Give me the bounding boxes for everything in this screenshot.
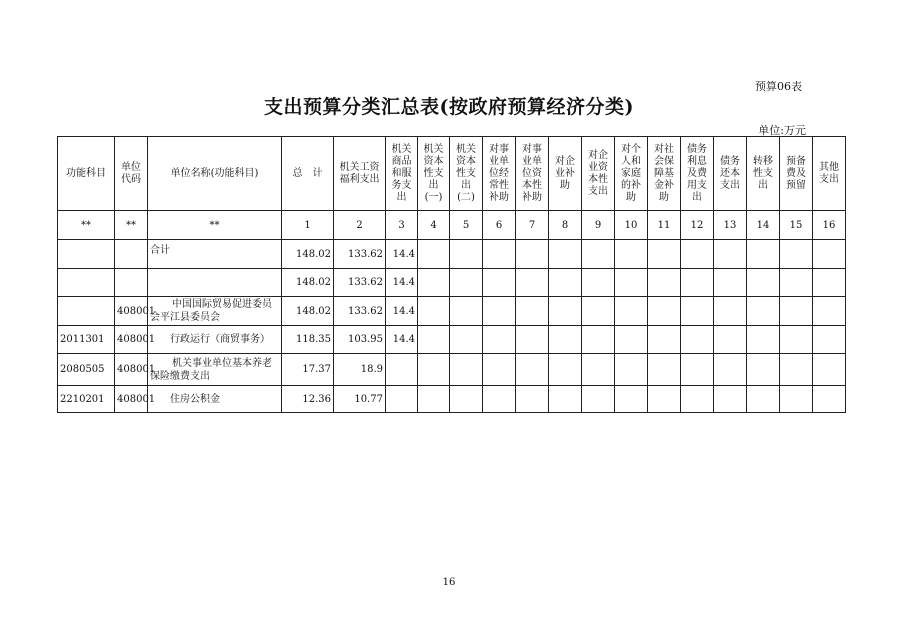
col-header: 对个人和家庭的补助 [615, 137, 648, 211]
goods-cell: 14.4 [386, 326, 418, 354]
unit-name-cell: 机关事业单位基本养老保险缴费支出 [148, 354, 282, 386]
expenditure-table [57, 136, 846, 413]
index-cell: ** [115, 211, 148, 240]
index-cell: 4 [418, 211, 450, 240]
unit-name-cell: 中国国际贸易促进委员会平江县委员会 [148, 297, 282, 326]
col-header: 机关商品和服务支出 [386, 137, 418, 211]
col-header: 对企业资本性支出 [582, 137, 615, 211]
page-number: 16 [442, 577, 456, 588]
unit-code-cell [115, 269, 148, 297]
table-code-label: 预算06表 [755, 80, 802, 93]
goods-cell: 14.4 [386, 297, 418, 326]
func-code-cell: 2210201 [58, 386, 115, 413]
total-cell: 148.02 [282, 240, 334, 269]
col-header: 功能科目 [58, 137, 115, 211]
col-header: 机关工资福利支出 [334, 137, 386, 211]
header-row [58, 137, 846, 211]
goods-cell: 14.4 [386, 240, 418, 269]
table-row [58, 240, 846, 269]
col-header: 对企业补助 [549, 137, 582, 211]
col-header: 对社会保障基金补助 [648, 137, 681, 211]
index-cell: ** [58, 211, 115, 240]
page-title: 支出预算分类汇总表(按政府预算经济分类) [264, 96, 634, 118]
func-code-cell: 2080505 [58, 354, 115, 386]
total-cell: 12.36 [282, 386, 334, 413]
index-cell: 1 [282, 211, 334, 240]
goods-cell [386, 386, 418, 413]
index-cell: 12 [681, 211, 714, 240]
col-header: 预备费及预留 [780, 137, 813, 211]
salary-cell: 103.95 [334, 326, 386, 354]
salary-cell: 133.62 [334, 269, 386, 297]
salary-cell: 10.77 [334, 386, 386, 413]
index-cell: 8 [549, 211, 582, 240]
total-cell: 118.35 [282, 326, 334, 354]
salary-cell: 18.9 [334, 354, 386, 386]
unit-name-cell: 住房公积金 [148, 386, 282, 413]
unit-code-cell: 408001 [115, 297, 148, 326]
table-row [58, 386, 846, 413]
salary-cell: 133.62 [334, 297, 386, 326]
index-cell: 7 [516, 211, 549, 240]
col-header: 其他支出 [813, 137, 846, 211]
unit-code-cell [115, 240, 148, 269]
col-header: 单位名称(功能科目) [148, 137, 282, 211]
index-cell: 6 [483, 211, 516, 240]
unit-code-cell: 408001 [115, 326, 148, 354]
func-code-cell [58, 297, 115, 326]
unit-name-cell [148, 269, 282, 297]
index-cell: ** [148, 211, 282, 240]
table-row [58, 297, 846, 326]
unit-name-cell: 行政运行（商贸事务） [148, 326, 282, 354]
col-header: 对事业单位资本性补助 [516, 137, 549, 211]
index-cell: 3 [386, 211, 418, 240]
salary-cell: 133.62 [334, 240, 386, 269]
index-cell: 10 [615, 211, 648, 240]
total-cell: 17.37 [282, 354, 334, 386]
unit-name-cell: 合计 [148, 240, 282, 269]
unit-code-cell: 408001 [115, 386, 148, 413]
func-code-cell [58, 269, 115, 297]
index-cell: 11 [648, 211, 681, 240]
table-row [58, 326, 846, 354]
func-code-cell: 2011301 [58, 326, 115, 354]
index-row [58, 211, 846, 240]
total-cell: 148.02 [282, 269, 334, 297]
col-header: 机关资本性支出(二) [450, 137, 483, 211]
table-row [58, 269, 846, 297]
index-cell: 2 [334, 211, 386, 240]
col-header: 债务还本支出 [714, 137, 747, 211]
index-cell: 16 [813, 211, 846, 240]
index-cell: 15 [780, 211, 813, 240]
col-header: 债务利息及费用支出 [681, 137, 714, 211]
index-cell: 13 [714, 211, 747, 240]
func-code-cell [58, 240, 115, 269]
table-row [58, 354, 846, 386]
unit-label: 单位:万元 [758, 124, 806, 137]
goods-cell [386, 354, 418, 386]
goods-cell: 14.4 [386, 269, 418, 297]
col-header: 转移性支出 [747, 137, 780, 211]
col-header: 总 计 [282, 137, 334, 211]
index-cell: 14 [747, 211, 780, 240]
total-cell: 148.02 [282, 297, 334, 326]
index-cell: 5 [450, 211, 483, 240]
col-header: 对事业单位经常性补助 [483, 137, 516, 211]
unit-code-cell: 408001 [115, 354, 148, 386]
col-header: 机关资本性支出(一) [418, 137, 450, 211]
index-cell: 9 [582, 211, 615, 240]
col-header: 单位代码 [115, 137, 148, 211]
